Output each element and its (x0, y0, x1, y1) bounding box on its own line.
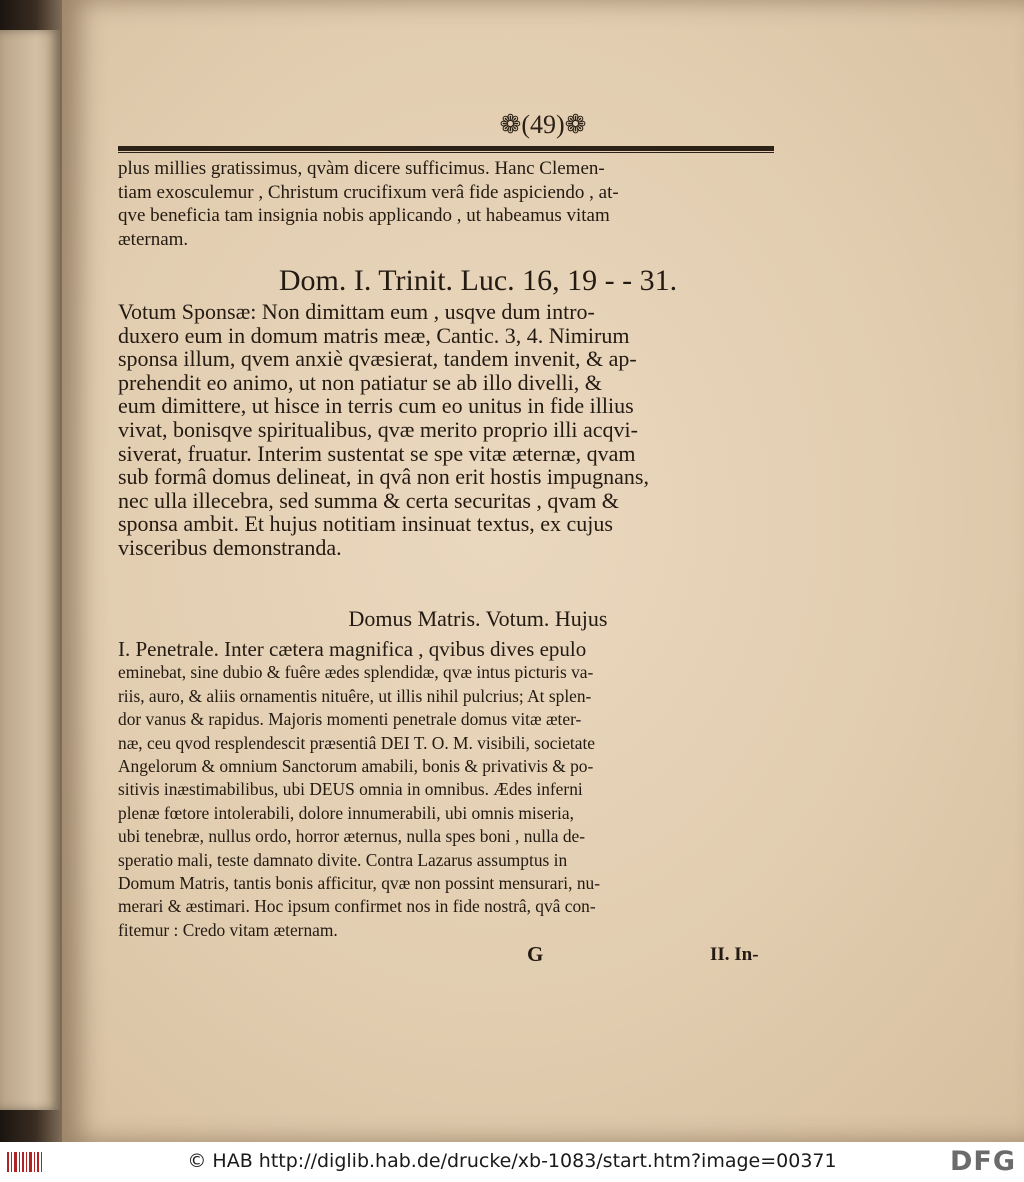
text-line: Votum Sponsæ: Non dimittam eum , usqve dum intro- (118, 299, 595, 324)
viewer-footer (0, 1142, 1024, 1182)
text-line: æternam. (118, 228, 189, 250)
text-line: fitemur : Credo vitam æternam. (118, 919, 338, 940)
text-line: sub formâ domus delineat, in qvâ non erit hostis impugnans, (118, 464, 649, 490)
text-line: merari & æstimari. Hoc ipsum confirmet nos in fide nostrâ, qvâ con- (118, 896, 596, 917)
text-line: qve beneficia tam insignia nobis applicando , ut habeamus vitam (118, 205, 610, 226)
signature-mark: G (527, 942, 544, 966)
catchword: II. In- (710, 944, 759, 965)
text-line: Angelorum & omnium Sanctorum amabili, bonis & privativis & po- (118, 756, 594, 777)
text-line: sitivis inæstimabilibus, ubi DEUS omnia in omnibus. Ædes inferni (118, 779, 583, 800)
scanned-page (62, 0, 1024, 1142)
text-line: vivat, bonisqve spiritualibus, qvæ merito proprio illi acqvi- (118, 416, 638, 442)
main-paragraph (118, 300, 778, 560)
text-line: siverat, fruatur. Interim sustentat se spe vitæ æternæ, qvam (118, 440, 636, 466)
text-line: Domum Matris, tantis bonis afficitur, qvæ non possint mensurari, nu- (118, 873, 601, 894)
text-line: nec ulla illecebra, sed summa & certa securitas , qvam & (118, 487, 619, 513)
section-heading: Dom. I. Trinit. Luc. 16, 19 - - 31. (278, 264, 678, 297)
text-line: visceribus demonstranda. (118, 534, 342, 560)
text-line: riis, auro, & aliis ornamentis nituêre, ut illis nihil pulcrius; At splen- (118, 685, 592, 706)
small-paragraph (118, 638, 778, 942)
text-line: dor vanus & rapidus. Majoris momenti penetrale domus vitæ æter- (118, 709, 582, 730)
header-rule (118, 146, 774, 151)
text-line: prehendit eo animo, ut non patiatur se ab illo divelli, & (118, 369, 602, 395)
text-line: tiam exosculemur , Christum crucifixum verâ fide aspiciendo , at- (118, 181, 619, 203)
text-line: plus millies gratissimus, qvàm dicere sufficimus. Hanc Clemen- (118, 158, 605, 179)
text-line: I. Penetrale. Inter cætera magnifica , qvibus dives epulo (118, 637, 587, 661)
subsection-heading: Domus Matris. Votum. Hujus (348, 606, 608, 631)
text-line: næ, ceu qvod resplendescit præsentiâ DEI T. O. M. visibili, societate (118, 732, 596, 753)
copyright-url[interactable]: © HAB http://diglib.hab.de/drucke/xb-1083/start.htm?image=00371 (187, 1150, 837, 1172)
page-header: ❁(49)❁ (499, 110, 587, 139)
text-line: eum dimittere, ut hisce in terris cum eo unitus in fide illius (118, 393, 634, 419)
intro-paragraph (118, 157, 778, 251)
text-line: sponsa illum, qvem anxiè qvæsierat, tandem invenit, & ap- (118, 346, 637, 372)
header-rule-thin (118, 152, 774, 153)
text-line: sponsa ambit. Et hujus notitiam insinuat textus, ex cujus (118, 511, 613, 537)
text-line: speratio mali, teste damnato divite. Contra Lazarus assumptus in (118, 849, 568, 870)
left-page-edge (0, 30, 60, 1110)
text-line: eminebat, sine dubio & fuêre ædes splendidæ, qvæ intus picturis va- (118, 662, 594, 683)
text-line: duxero eum in domum matris meæ, Cantic. 3, 4. Nimirum (118, 322, 630, 348)
dfg-logo: DFG (949, 1146, 1016, 1177)
text-line: ubi tenebræ, nullus ordo, horror æternus, nulla spes boni , nulla de- (118, 826, 586, 847)
text-line: plenæ fœtore intolerabili, dolore innumerabili, ubi omnis miseria, (118, 802, 574, 823)
